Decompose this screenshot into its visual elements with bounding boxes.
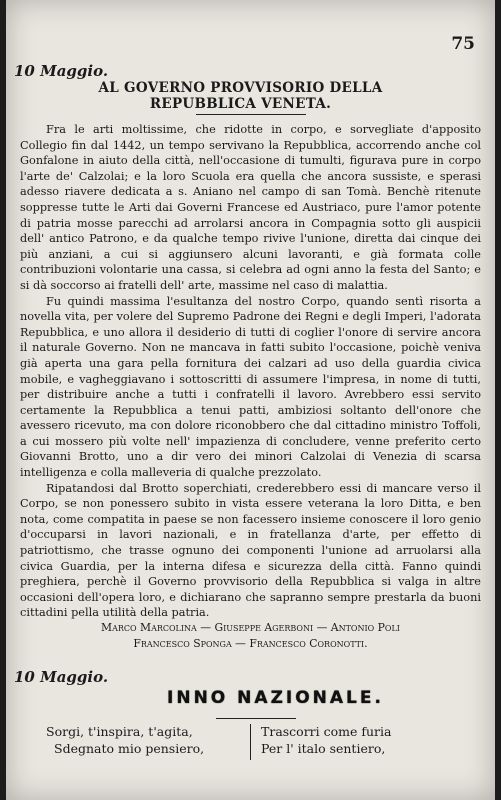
article-title: AL GOVERNO PROVVISORIO DELLA REPUBBLICA VENETA. [98,80,383,112]
page-number: 75 [451,34,475,54]
hymn-title: INNO NAZIONALE. [167,688,384,708]
paragraph: Fra le arti moltissime, che ridotte in corpo, e sorvegliate d'apposito Collegio fin dal 1442, un tempo servivano la Repubblica, accorrendo anche col Gonfalone in aiuto della città, nell'occasione di tumulti, figurava pure in corpo l'arte de' Calzolai; e la loro Scuola era quella che ancora sussiste, e sperasi adesso riavere dedicata a s. Aniano nel campo di san Tomà. Benchè ritenute soppresse tutte le Arti dai Governi Francese ed Austriaco, pure l'amor potente di patria mosse parecchi ad arrolarsi ancora in Compagnia sotto gli auspicii dell' antico Patrono, e da qualche tempo rivive l'unione, diretta dai cinque dei più anziani, a cui si aggiunsero alcuni lavoranti, e già formata colle contribuzioni volontarie una cassa, si celebra ad ogni anno la festa del Santo; e si dà soccorso ai fratelli dell' arte, massime nel caso di malattia. [20,123,481,292]
signatures [20,620,481,652]
verse-left [46,724,246,757]
title-rule [196,114,306,115]
verse-divider [250,724,251,760]
paragraph: Fu quindi massima l'esultanza del nostro Corpo, quando sentì risorta a novella vita, per volere del Supremo Padrone dei Regni e degli Imperi, l'adorata Repubblica, e uno allora il desiderio di tutti di coglier l'onore di servire ancora il naturale Governo. Non ne mancava in fatti subito l'occasione, poichè veniva già aperta una gara pella fornitura dei calzari ad uso della guardia civica mobile, e vagheggiavano i sottoscritti di assumere l'impresa, in nome di tutti, per distribuire anche a tutti i confratelli il lavoro. Avrebbero essi servito certamente la Repubblica a tenui patti, ambiziosi soltanto dell'onore che avessero ricevuto, ma con dolore riconobbero che dal cittadino ministro Toffoli, a cui mossero più volte nell' impazienza di concludere, venne preferito certo Giovanni Brotto, uno a dir vero dei minori Calzolai di Venezia di scarsa intelligenza e colla malleveria di qualche prezzolato. [20,294,481,480]
hymn-rule [216,718,296,719]
signature-line: Francesco Sponga — Francesco Coronotti. [133,637,368,650]
verse-line: Trascorri come furia [261,724,392,739]
verse-line: Sorgi, t'inspira, t'agita, [46,724,193,739]
book-page [6,0,495,800]
verse-right [261,724,481,757]
article-body [20,122,481,621]
signature-line: Marco Marcolina — Giuseppe Agerboni — Antonio Poli [101,621,400,634]
paragraph: Ripatandosi dal Brotto soperchiati, crederebbero essi di mancare verso il Corpo, se non ponessero subito in vista essere veterana la loro Ditta, e ben nota, come compatita in paese se non facessero insieme conoscere il loro genio d'occuparsi in lavori nazionali, e in fratellanza d'arte, per effetto di patriottismo, che trasse ognuno dei componenti l'unione ad arruolarsi alla civica Guardia, per la interna difesa e sicurezza della città. Fanno quindi preghiera, perchè il Governo provvisorio della Repubblica si valga in altre occasioni dell'opera loro, e dichiarano che sapranno sempre prestarla da buoni cittadini pella utilità della patria. [20,481,481,620]
verse-line: Per l' italo sentiero, [261,740,386,756]
verse-line: Sdegnato mio pensiero, [54,740,205,756]
article-date: 10 Maggio. [14,62,109,80]
hymn-date: 10 Maggio. [14,668,109,686]
